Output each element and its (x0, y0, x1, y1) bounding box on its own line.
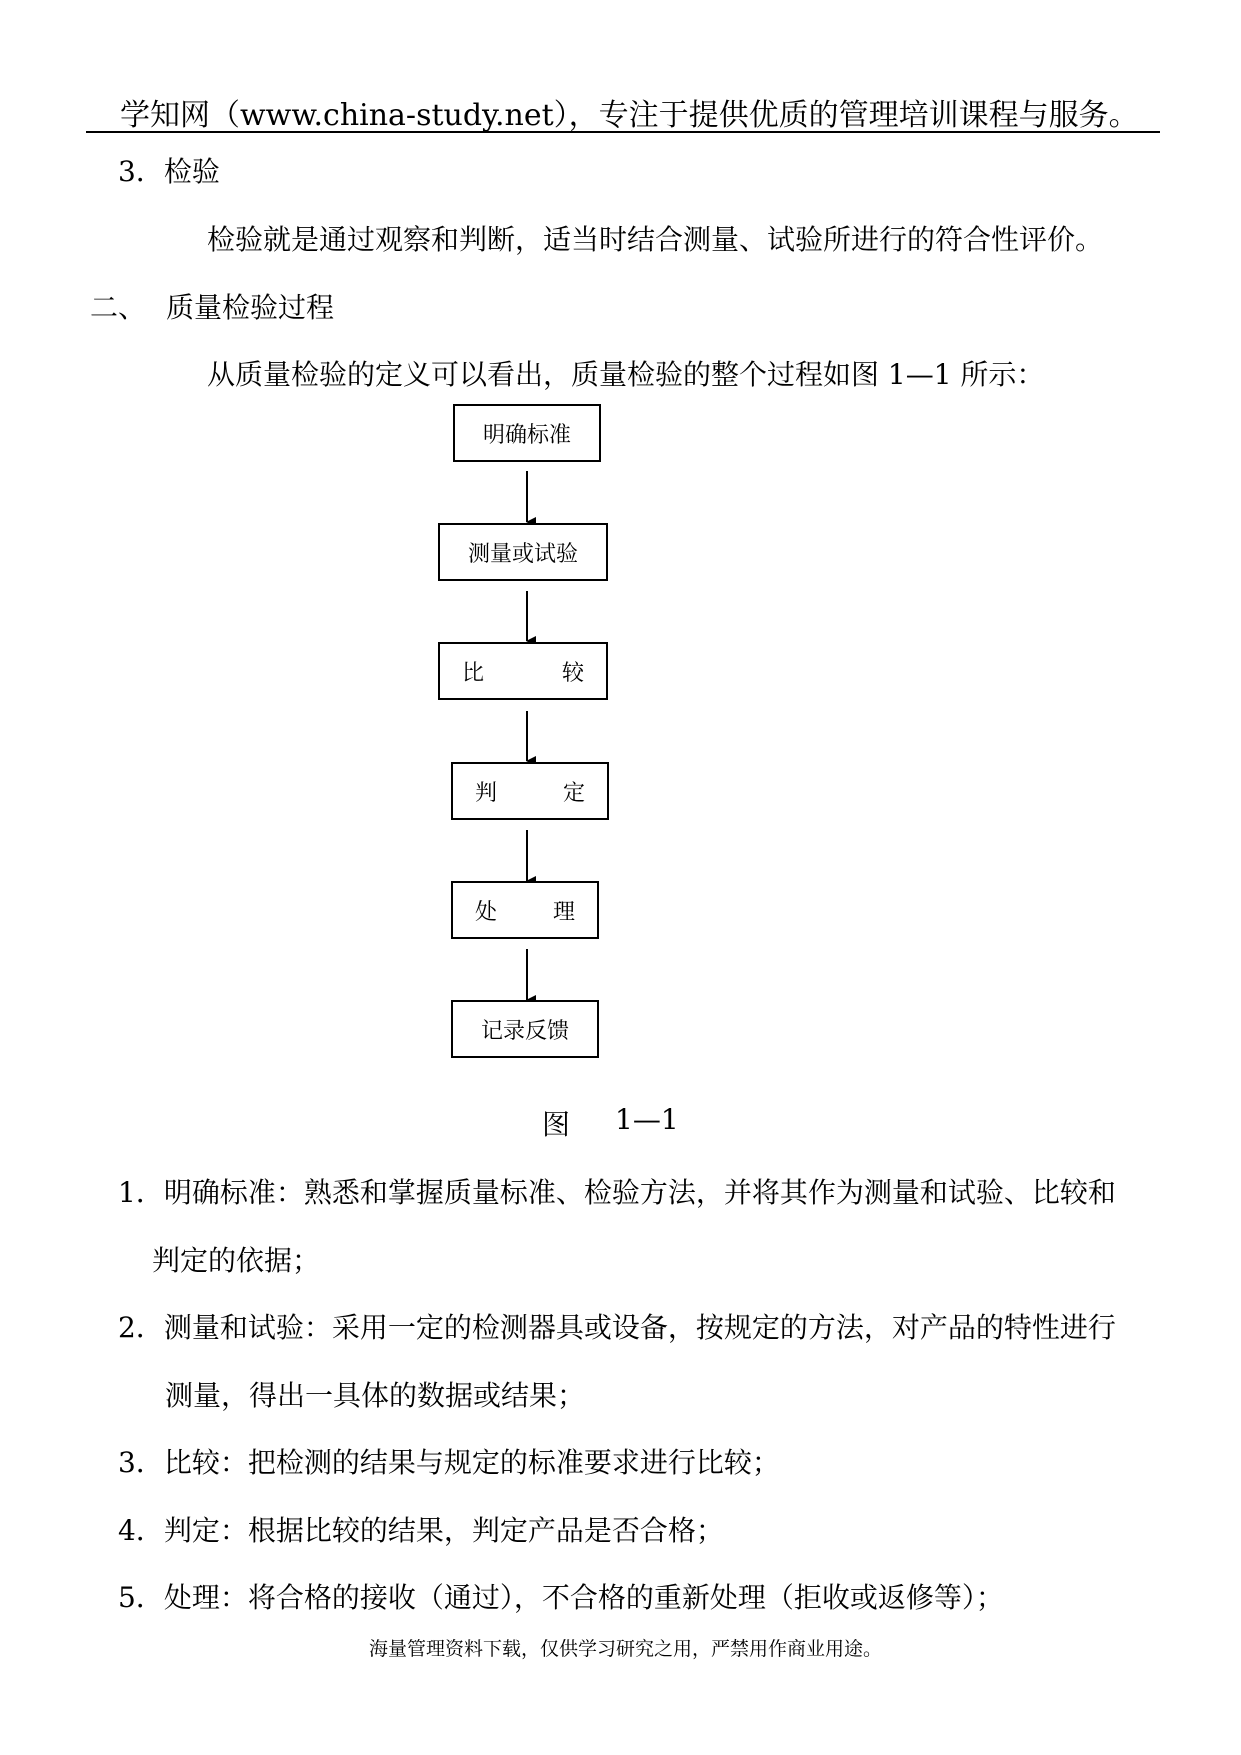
figure-caption-number: 1—1 (615, 1103, 679, 1136)
flow-step-label-right: 较 (561, 660, 584, 686)
flow-step-label-right: 定 (562, 780, 585, 806)
flow-step-measure-test (438, 523, 608, 581)
page-footer: 海量管理资料下载，仅供学习研究之用，严禁用作商业用途。 (369, 1638, 883, 1660)
section-two-intro: 从质量检验的定义可以看出，质量检验的整个过程如图 1—1 所示： (207, 358, 1045, 391)
page-header: 学知网（www.china-study.net），专注于提供优质的管理培训课程与服务。 (120, 98, 1139, 133)
flow-step-judge (451, 762, 609, 820)
list-item-2-line1: 2．测量和试验：采用一定的检测器具或设备，按规定的方法，对产品的特性进行 (118, 1311, 1116, 1344)
flow-step-compare (438, 642, 608, 700)
flow-step-label-right: 理 (552, 899, 575, 925)
flow-step-record-feedback (451, 1000, 599, 1058)
section-3-body: 检验就是通过观察和判断，适当时结合测量、试验所进行的符合性评价。 (207, 223, 1104, 256)
flow-step-clear-standard (453, 404, 601, 462)
section-3-heading: 3．检验 (118, 155, 220, 188)
list-item-1-line1: 1．明确标准：熟悉和掌握质量标准、检验方法，并将其作为测量和试验、比较和 (118, 1176, 1116, 1209)
flow-step-label: 明确标准 (482, 422, 571, 448)
flow-step-label-left: 判 (475, 780, 498, 806)
flow-step-label-left: 比 (462, 660, 485, 686)
section-two-title: 质量检验过程 (166, 291, 335, 324)
flow-step-label: 记录反馈 (480, 1018, 569, 1044)
flow-step-label: 测量或试验 (467, 541, 578, 567)
list-item-1-line2: 判定的依据； (152, 1244, 321, 1277)
figure-caption-prefix: 图 (542, 1108, 571, 1141)
flow-step-label-left: 处 (475, 899, 498, 925)
list-item-4: 4．判定：根据比较的结果，判定产品是否合格； (118, 1514, 724, 1547)
flow-step-handle (451, 881, 599, 939)
list-item-2-line2: 测量，得出一具体的数据或结果； (165, 1379, 586, 1412)
section-two-number: 二、 (90, 291, 147, 324)
list-item-3: 3．比较：把检测的结果与规定的标准要求进行比较； (118, 1446, 780, 1479)
list-item-5: 5．处理：将合格的接收（通过），不合格的重新处理（拒收或返修等）； (118, 1581, 1004, 1614)
